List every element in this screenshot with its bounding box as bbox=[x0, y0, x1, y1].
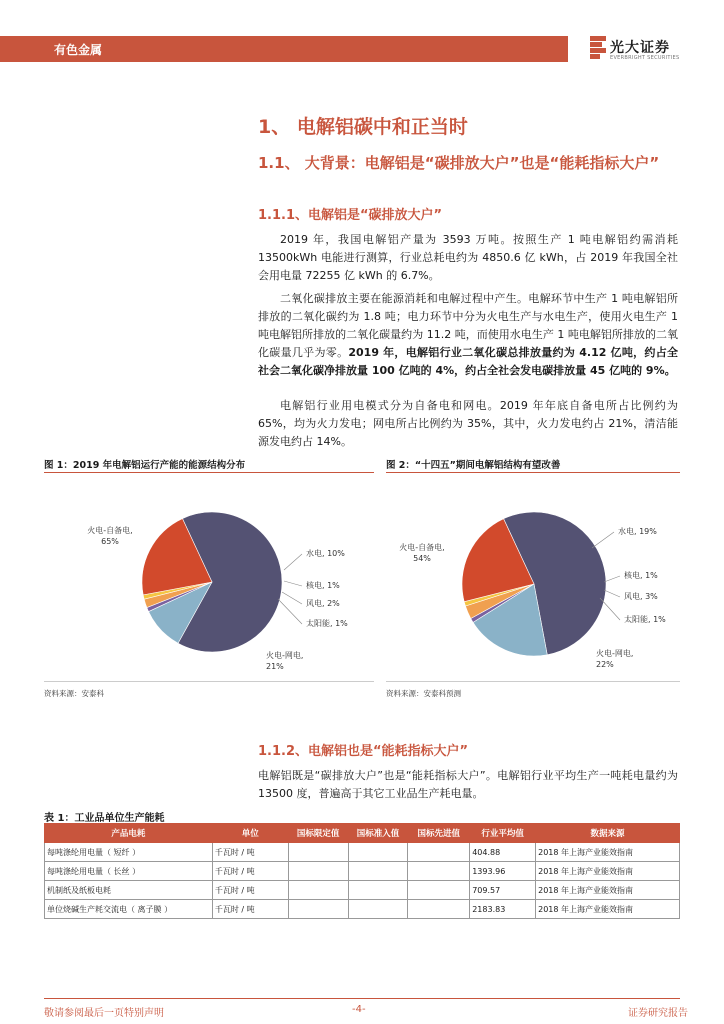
paragraph-emissions bbox=[258, 290, 678, 380]
figure-2-chart bbox=[386, 478, 680, 678]
pie-leader-line bbox=[592, 532, 614, 548]
pie-data-label: 火电-自备电, bbox=[87, 526, 133, 535]
table-header-cell: 数据来源 bbox=[536, 824, 680, 843]
figure-2-rule bbox=[386, 472, 680, 473]
paragraph-emissions-highlight: 2019 年，电解铝行业二氧化碳总排放量约为 4.12 亿吨，约占全社会二氧化碳净排放量 100 亿吨的 4%，约占全社会发电碳排放量 45 亿吨的 9%。 bbox=[258, 346, 679, 377]
table-cell: 2183.83 bbox=[470, 900, 536, 919]
pie-data-label: 风电, 2% bbox=[306, 599, 340, 608]
table-cell: 每吨涤纶用电量（ 长丝 ） bbox=[45, 862, 213, 881]
table-cell bbox=[288, 900, 348, 919]
heading-3-energy: 1.1.2、电解铝也是“能耗指标大户” bbox=[258, 744, 469, 759]
pie-data-label: 核电, 1% bbox=[624, 571, 658, 580]
table-cell bbox=[288, 881, 348, 900]
table-cell bbox=[408, 862, 470, 881]
table-cell: 2018 年上海产业能效指南 bbox=[536, 843, 680, 862]
pie-data-label: 65% bbox=[101, 537, 119, 546]
pie-data-label: 太阳能, 1% bbox=[624, 615, 666, 624]
figure-2-title: 图 2：“十四五”期间电解铝结构有望改善 bbox=[386, 460, 561, 471]
brand-logo bbox=[588, 34, 708, 64]
table-cell: 千瓦时 / 吨 bbox=[212, 862, 288, 881]
heading-2: 1.1、 大背景：电解铝是“碳排放大户”也是“能耗指标大户” bbox=[258, 154, 660, 172]
table-cell: 2018 年上海产业能效指南 bbox=[536, 862, 680, 881]
pie-leader-line bbox=[604, 576, 620, 582]
pie-data-label: 水电, 10% bbox=[306, 549, 345, 558]
figure-1-title: 图 1：2019 年电解铝运行产能的能源结构分布 bbox=[44, 460, 246, 471]
footer-page-number: -4- bbox=[352, 1004, 366, 1015]
table-row bbox=[45, 862, 680, 881]
table-header-cell: 国标限定值 bbox=[288, 824, 348, 843]
footer-disclaimer: 敬请参阅最后一页特别声明 bbox=[44, 1008, 164, 1019]
table-header-cell: 国标准入值 bbox=[348, 824, 408, 843]
pie-data-label: 水电, 19% bbox=[618, 527, 657, 536]
table-cell bbox=[348, 881, 408, 900]
brand-mark-icon bbox=[590, 36, 606, 60]
table-row bbox=[45, 843, 680, 862]
pie-leader-line bbox=[604, 590, 620, 597]
table-cell: 千瓦时 / 吨 bbox=[212, 881, 288, 900]
table-cell: 千瓦时 / 吨 bbox=[212, 843, 288, 862]
pie-leader-line bbox=[600, 598, 620, 620]
pie-chart-forecast bbox=[386, 478, 680, 678]
pie-data-label: 22% bbox=[596, 660, 614, 669]
pie-leader-line bbox=[284, 581, 302, 586]
table-cell bbox=[348, 862, 408, 881]
footer-rule bbox=[44, 998, 680, 999]
header-bar bbox=[0, 36, 568, 62]
heading-3-carbon: 1.1.1、电解铝是“碳排放大户” bbox=[258, 208, 443, 223]
table-title: 表 1：工业品单位生产能耗 bbox=[44, 813, 165, 824]
table-cell bbox=[288, 843, 348, 862]
pie-data-label: 核电, 1% bbox=[306, 581, 340, 590]
figure-2-source-rule bbox=[386, 681, 680, 682]
pie-chart-2019 bbox=[44, 478, 374, 678]
pie-leader-line bbox=[284, 554, 302, 570]
pie-data-label: 火电-自备电, bbox=[399, 543, 445, 552]
heading-1: 1、 电解铝碳中和正当时 bbox=[258, 116, 468, 138]
table-cell: 709.57 bbox=[470, 881, 536, 900]
section-label: 有色金属 bbox=[54, 43, 103, 57]
pie-data-label: 火电-网电, bbox=[596, 649, 634, 658]
table-row bbox=[45, 881, 680, 900]
figure-1-chart bbox=[44, 478, 374, 678]
table-row bbox=[45, 900, 680, 919]
paragraph-emissions-text: 二氧化碳排放主要在能源消耗和电解过程中产生。电解环节中生产 1 吨电解铝所排放的二氧化碳约为 1.8 吨；电力环节中分为火电生产与水电生产，使用火电生产 1 吨电解铝所排放的二氧化碳量约为 11.2 吨，而使用水电生产 1 吨电解铝所排放的二氧化碳量几乎为零。 bbox=[258, 292, 678, 359]
table-cell bbox=[348, 843, 408, 862]
paragraph-production: 2019 年，我国电解铝产量为 3593 万吨。按照生产 1 吨电解铝约需消耗 13500kWh 电能进行测算，行业总耗电约为 4850.6 亿 kWh，占 2019 年我国全社会用电量 72255 亿 kWh 的 6.7%。 bbox=[258, 233, 678, 282]
pie-leader-line bbox=[278, 599, 302, 624]
table-header-cell: 产品电耗 bbox=[45, 824, 213, 843]
table-cell bbox=[348, 900, 408, 919]
pie-data-label: 54% bbox=[413, 554, 431, 563]
table-header-row bbox=[45, 824, 680, 843]
table-header-cell: 单位 bbox=[212, 824, 288, 843]
table-header-cell: 行业平均值 bbox=[470, 824, 536, 843]
paragraph-energy: 电解铝既是“碳排放大户”也是“能耗指标大户”。电解铝行业平均生产一吨耗电量约为 13500 度，普遍高于其它工业品生产耗电量。 bbox=[258, 769, 678, 800]
table-header-cell: 国标先进值 bbox=[408, 824, 470, 843]
pie-leader-line bbox=[282, 592, 302, 604]
brand-subtitle: EVERBRIGHT SECURITIES bbox=[610, 55, 680, 61]
footer-report-type: 证券研究报告 bbox=[628, 1008, 688, 1019]
figure-1-source-rule bbox=[44, 681, 374, 682]
table-cell bbox=[408, 900, 470, 919]
table-cell bbox=[288, 862, 348, 881]
table-cell: 单位烧碱生产耗交流电（ 离子膜 ） bbox=[45, 900, 213, 919]
pie-data-label: 21% bbox=[266, 662, 284, 671]
pie-data-label: 太阳能, 1% bbox=[306, 619, 348, 628]
table-cell bbox=[408, 843, 470, 862]
pie-data-label: 火电-网电, bbox=[266, 651, 304, 660]
table-cell: 404.88 bbox=[470, 843, 536, 862]
table-cell: 机制纸及纸板电耗 bbox=[45, 881, 213, 900]
table-cell: 1393.96 bbox=[470, 862, 536, 881]
table-cell: 千瓦时 / 吨 bbox=[212, 900, 288, 919]
pie-data-label: 风电, 3% bbox=[624, 592, 658, 601]
figure-1-rule bbox=[44, 472, 374, 473]
figure-1-source: 资料来源：安泰科 bbox=[44, 689, 104, 698]
figure-2-source: 资料来源：安泰科预测 bbox=[386, 689, 461, 698]
paragraph-power-mode: 电解铝行业用电模式分为自备电和网电。2019 年年底自备电所占比例约为 65%，均为火力发电；网电所占比例约为 35%，其中，火力发电约占 21%，清洁能源发电约占 14%。 bbox=[258, 399, 678, 448]
table-cell bbox=[408, 881, 470, 900]
table-cell: 2018 年上海产业能效指南 bbox=[536, 900, 680, 919]
brand-name: 光大证券 bbox=[610, 40, 670, 56]
table-cell: 每吨涤纶用电量（ 短纤 ） bbox=[45, 843, 213, 862]
energy-table bbox=[44, 823, 680, 919]
table-cell: 2018 年上海产业能效指南 bbox=[536, 881, 680, 900]
